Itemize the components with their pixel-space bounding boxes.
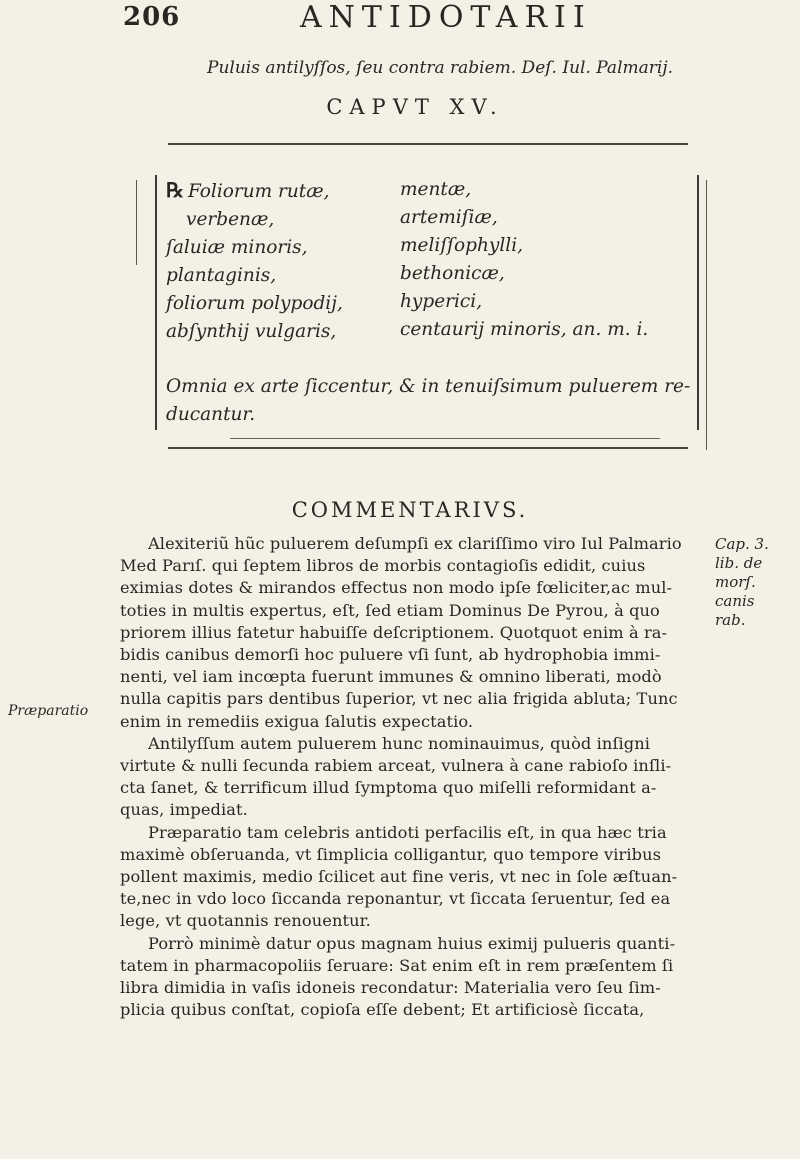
text-line: Alexiteriũ hũc puluerem deſumpſi ex clariſſimo viro Iul Palmario [148, 534, 682, 553]
marginal-citation [715, 535, 800, 630]
recipe-line: centaurij minoris, an. m. i. [400, 319, 649, 340]
text-line: Med Parıſ. qui ſeptem libros de morbis contagioſis edidit, cuius [120, 556, 646, 576]
recipe-symbol-icon: ℞ [166, 178, 184, 202]
recipe-line: ℞ Foliorum rutæ, [166, 178, 330, 202]
text-line: quas, impediat. [120, 800, 248, 820]
text-line: maximè obſeruanda, vt ſimplicia colligantur, quo tempore viribus [120, 844, 662, 864]
top-rule [168, 143, 688, 145]
text-line: plicia quibus conſtat, copioſa eſſe debent; Et artificiosè ſiccata, [120, 1000, 645, 1020]
recipe-line: mentæ, [400, 179, 472, 200]
text-line: enim in remediis exigua ſalutis expectatio. [120, 711, 474, 731]
recipe-line: hyperici, [400, 291, 483, 312]
recipe-column-right [400, 176, 720, 344]
text-line: nenti, vel iam incœpta fuerunt immunes & omnino liberati, modò [120, 667, 662, 687]
text-line: virtute & nulli ſecunda rabiem arceat, vulnera à cane rabioſo inſli- [120, 756, 672, 776]
text-line: lege, vt quotannis renouentur. [120, 911, 371, 931]
recipe-line: artemiſiæ, [400, 207, 498, 228]
commentary-body [120, 533, 710, 1021]
citation-line: canis [715, 592, 755, 610]
chapter-heading: CAPVT XV. [326, 95, 504, 119]
recipe-line: ſaluiæ minoris, [166, 237, 308, 258]
bottom-rule [168, 447, 688, 449]
citation-line: lib. de [715, 554, 763, 572]
recipe-line: ducantur. [166, 404, 256, 425]
text-line: pollent maximis, medio ſcilicet aut fine veris, vt nec in ſole æſtuan- [120, 867, 678, 887]
recipe-instructions [166, 373, 726, 429]
recipe-column-left [166, 176, 416, 346]
citation-line: morſ. [715, 573, 756, 591]
text-line: nulla capitis pars dentibus ſuperior, vt nec alia frigida abluta; Tunc [120, 689, 678, 709]
text-line: Porrò minimè datur opus magnam huius eximij pulueris quanti- [148, 933, 676, 953]
text-line: libra dimidia in vaſis idoneis recondatur: Materialia vero ſeu ſim- [120, 978, 661, 998]
recipe-line: foliorum polypodij, [166, 293, 343, 314]
text-line: tatem in pharmacopoliis ſeruare: Sat enim eſt in rem præſentem ſi [120, 955, 674, 975]
inner-bottom-rule [230, 438, 660, 439]
recipe-line: meliſſophylli, [400, 235, 523, 256]
text-line: bidis canibus demorſi hoc puluere vſi ſunt, ab hydrophobia immi- [120, 645, 661, 665]
page-number: 206 [123, 2, 181, 32]
text-line: priorem illius fatetur habuiſſe deſcriptionem. Quotquot enim à ra- [120, 622, 668, 642]
text-line: eximias dotes & mirandos effectus non modo ipſe fœliciter,ac mul- [120, 578, 673, 598]
commentary-heading: COMMENTARIVS. [291, 498, 529, 522]
chapter-subtitle: Puluis antilyſſos, ſeu contra rabiem. Deſ. Iul. Palmarij. [207, 58, 673, 78]
margin-rule-left [136, 180, 137, 265]
recipe-line: Omnia ex arte ſiccentur, & in tenuiſsimum puluerem re- [166, 376, 691, 397]
recipe-line: bethonicæ, [400, 263, 505, 284]
text-line: Antilyſſum autem puluerem hunc nominauimus, quòd inſigni [148, 733, 651, 753]
text-line: cta ſanet, & terrificum illud ſymptoma quo miſelli reformidant a- [120, 778, 657, 798]
recipe-line: verbenæ, [186, 209, 275, 230]
recipe-line: plantaginis, [166, 265, 277, 286]
citation-line: Cap. 3. [715, 535, 769, 553]
text-line: toties in multis expertus, eſt, ſed etiam Dominus De Pyrou, à quo [120, 600, 660, 620]
citation-line: rab. [715, 611, 746, 629]
recipe-line: abſynthij vulgaris, [166, 321, 337, 342]
running-title: ANTIDOTARII [300, 0, 592, 35]
text-line: te,nec in vdo loco ſiccanda reponantur, vt ſiccata ſeruentur, ſed ea [120, 889, 671, 909]
marginal-note-left: Præparatio [8, 703, 89, 719]
text-line: Præparatio tam celebris antidoti perfacilis eſt, in qua hæc tria [148, 822, 667, 842]
